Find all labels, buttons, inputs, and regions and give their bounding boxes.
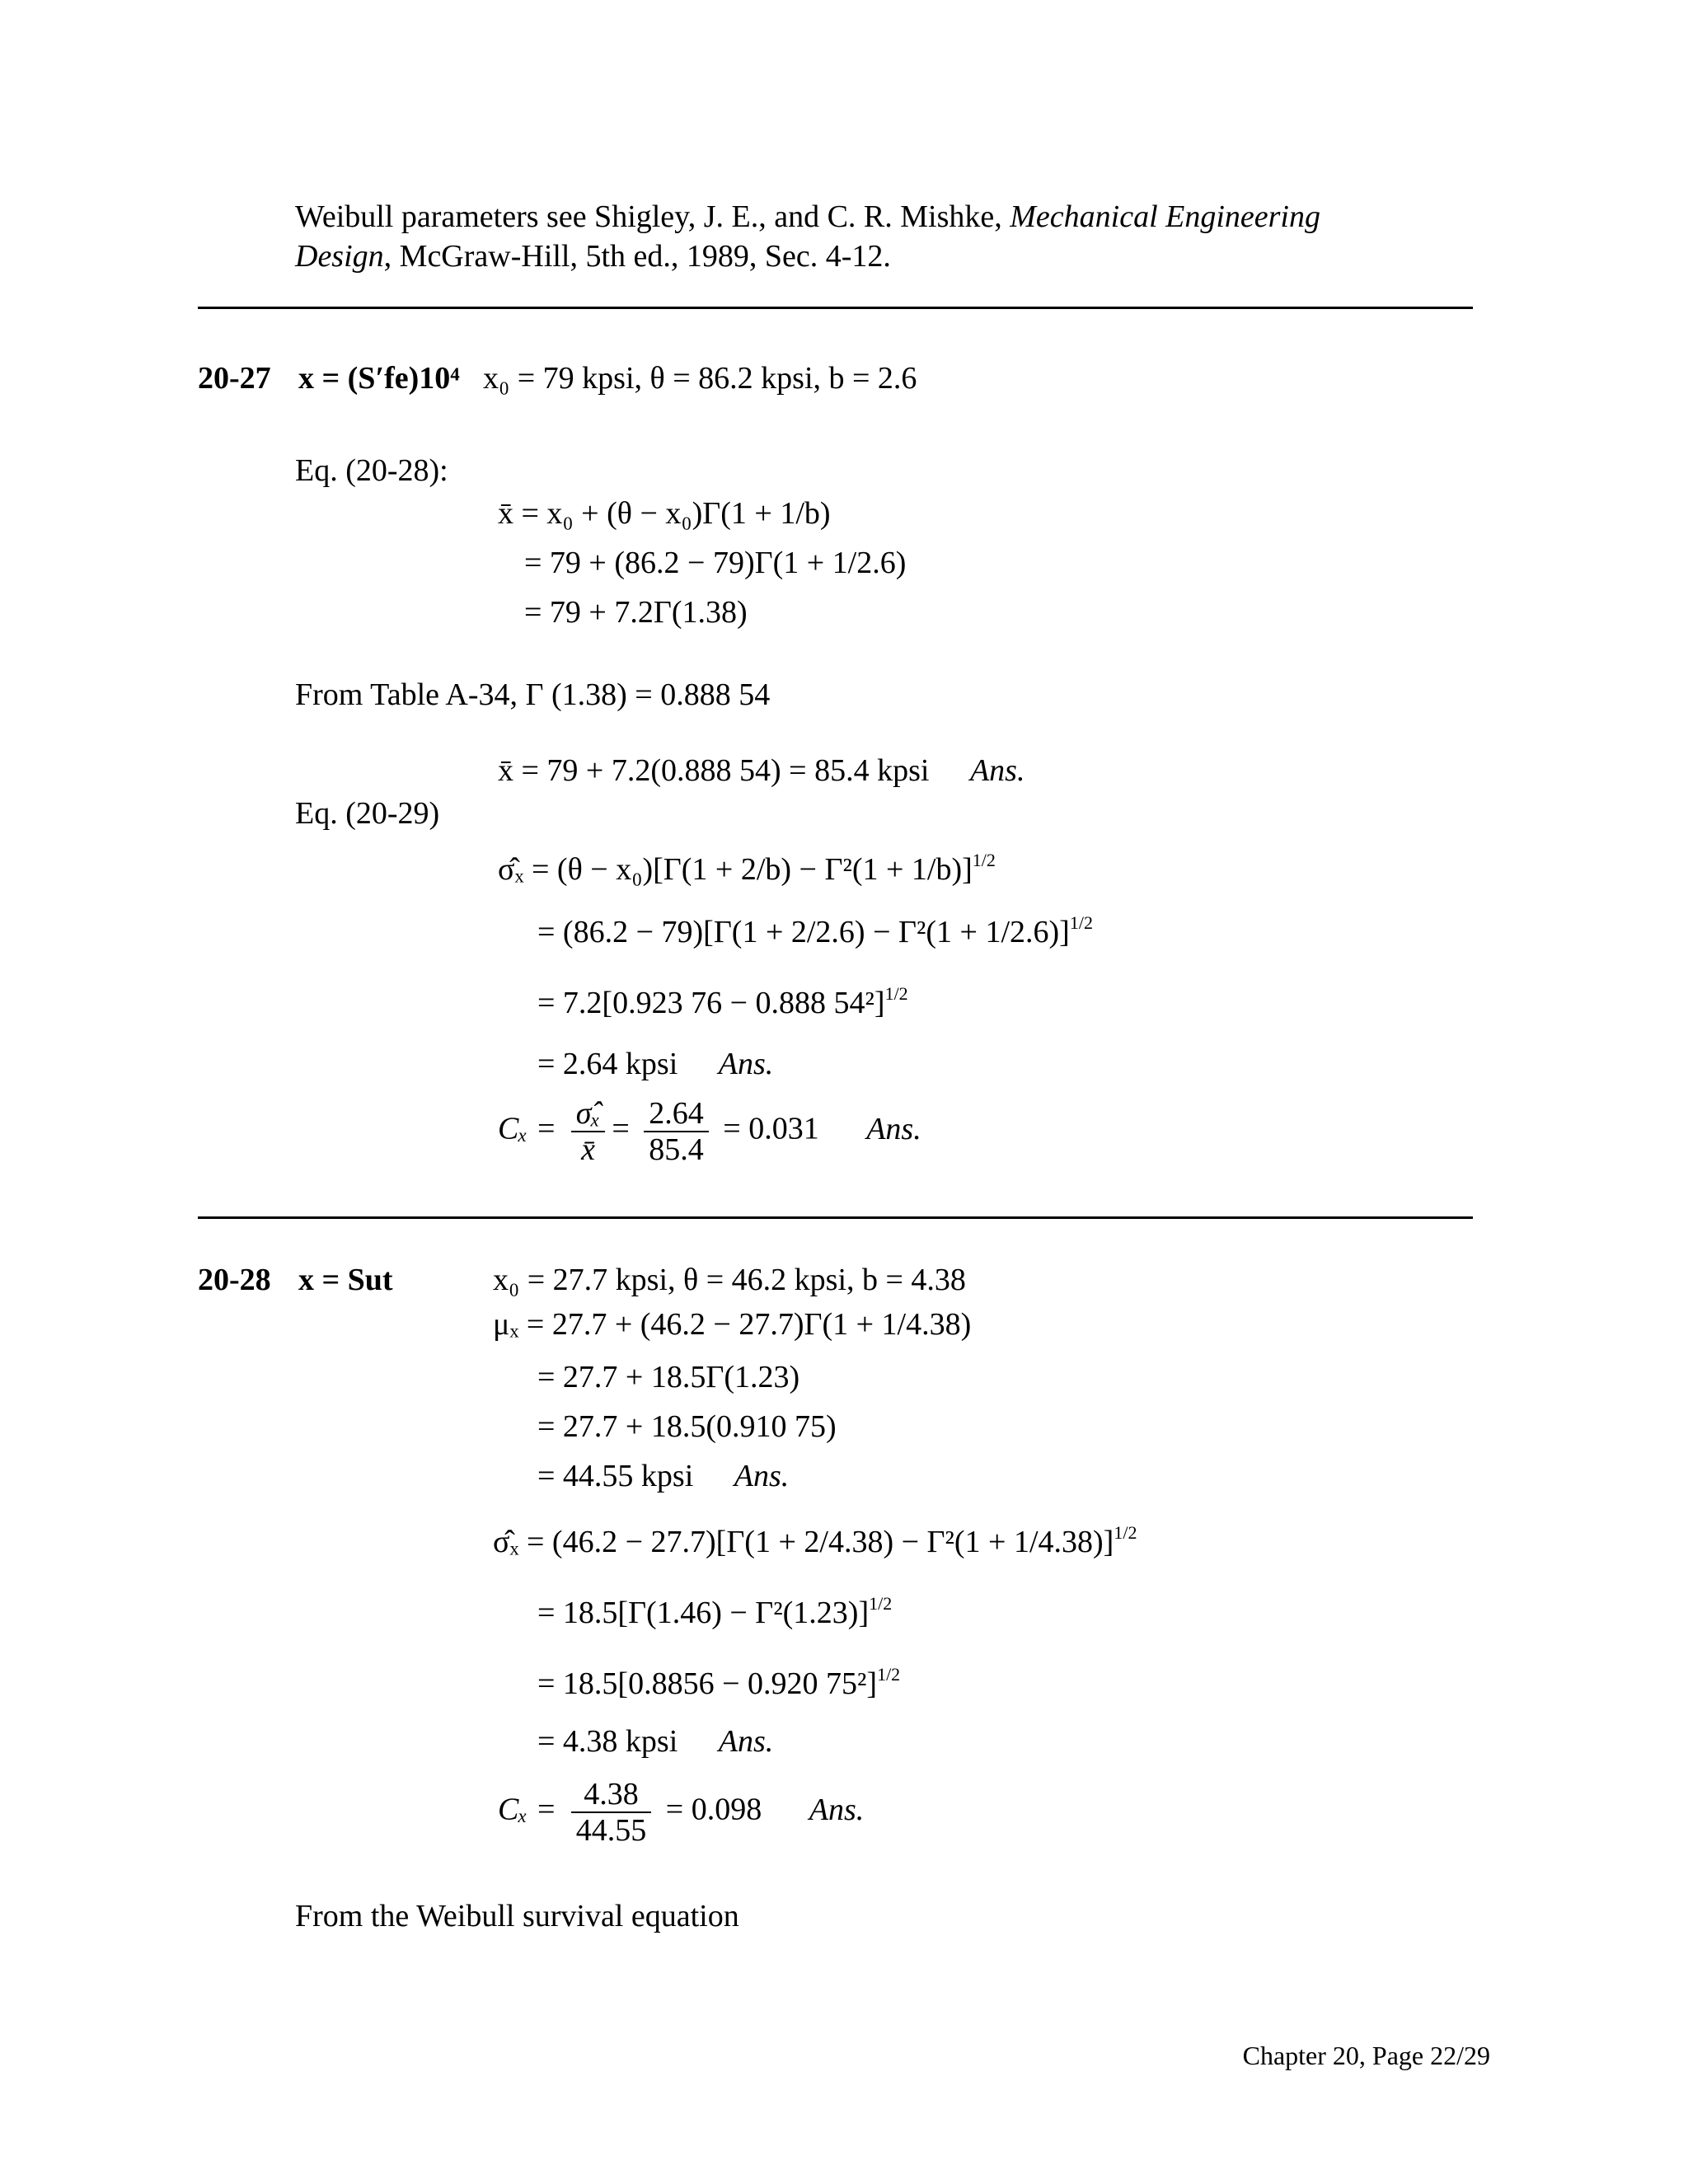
problem-variable: x = Sut (298, 1263, 393, 1297)
exponent: 1/2 (1114, 1522, 1137, 1543)
closing-text: From the Weibull survival equation (295, 1899, 739, 1933)
mean-eq-line-3: = 27.7 + 18.5(0.910 75) (537, 1409, 837, 1444)
sigma-eq-line-1 (493, 1522, 1137, 1559)
fraction-denominator: 44.55 (575, 1813, 647, 1848)
cv-result: = 0.098 (665, 1792, 762, 1827)
sigma-eq-line-2 (537, 1593, 893, 1630)
intro-publisher: , McGraw-Hill, 5th ed., 1989, Sec. 4-12. (383, 239, 891, 274)
cv-lhs: Cₓ = (498, 1792, 557, 1827)
book-title-part2: Design (295, 239, 384, 274)
intro-line-2 (295, 241, 891, 272)
ans-label: Ans. (718, 1724, 774, 1759)
fraction (571, 1777, 652, 1848)
problem-params: x₀ = 79 kpsi, θ = 86.2 kpsi, b = 2.6 (483, 361, 917, 396)
fraction (571, 1096, 606, 1167)
mean-eq-line-2: = 79 + (86.2 − 79)Γ(1 + 1/2.6) (524, 546, 907, 580)
fraction-denominator: x̄ (581, 1132, 595, 1167)
ans-label: Ans. (809, 1792, 865, 1827)
equation-label: Eq. (20-29) (295, 796, 440, 831)
ans-label: Ans. (734, 1459, 790, 1493)
sigma-formula: = 7.2[0.923 76 − 0.888 54²] (537, 986, 885, 1020)
page-footer: Chapter 20, Page 22/29 (1242, 2041, 1490, 2070)
mean-eq-line-1: μₓ = 27.7 + (46.2 − 27.7)Γ(1 + 1/4.38) (493, 1307, 972, 1342)
sigma-formula: = (86.2 − 79)[Γ(1 + 2/2.6) − Γ²(1 + 1/2.6)] (537, 915, 1070, 949)
mean-result (498, 755, 1025, 786)
problem-params: x₀ = 27.7 kpsi, θ = 46.2 kpsi, b = 4.38 (493, 1263, 966, 1297)
fraction-numerator: 2.64 (644, 1096, 709, 1132)
problem-number-20-27: 20-27 (198, 361, 271, 396)
intro-line-1 (295, 201, 1320, 232)
problem-number-20-28: 20-28 (198, 1263, 271, 1297)
mean-eq-line-1: x̄ = x₀ + (θ − x₀)Γ(1 + 1/b) (498, 496, 831, 531)
mean-result (537, 1460, 789, 1492)
cv-equation (498, 1777, 864, 1848)
fraction-denominator: 85.4 (649, 1132, 704, 1167)
exponent: 1/2 (877, 1664, 901, 1685)
sigma-formula: = 18.5[Γ(1.46) − Γ²(1.23)] (537, 1596, 870, 1630)
intro-text: Weibull parameters see Shigley, J. E., and C. R. Mishke, (295, 199, 1010, 234)
sigma-formula: = 18.5[0.8856 − 0.920 75²] (537, 1666, 878, 1701)
problem-variable: x = (S′fe)10⁴ (298, 361, 460, 396)
sigma-result (537, 1726, 773, 1757)
mean-result-value: x̄ = 79 + 7.2(0.888 54) = 85.4 kpsi (498, 753, 930, 788)
cv-equation: Cₓ = $\frac{\text{σ̂ₓ}}{x̄}$ = $\frac{2.64}{85.4}$ = 0.031 Ans. (498, 1096, 921, 1167)
exponent: 1/2 (1069, 912, 1093, 933)
fraction-numerator: σ̂ₓ (571, 1096, 606, 1132)
sigma-formula: σ̂ₓ = (θ − x₀)[Γ(1 + 2/b) − Γ²(1 + 1/b)] (498, 852, 973, 887)
mean-eq-line-3: = 79 + 7.2Γ(1.38) (524, 595, 748, 630)
sigma-eq-line-2 (537, 912, 1093, 949)
sigma-result-value: = 4.38 kpsi (537, 1724, 678, 1759)
sigma-eq-line-1 (498, 850, 996, 887)
fraction (644, 1096, 709, 1167)
equation-label: Eq. (20-28): (295, 453, 448, 488)
cv-result: = 0.031 (723, 1111, 819, 1146)
divider-top (198, 307, 1473, 309)
exponent: 1/2 (869, 1593, 893, 1614)
ans-label: Ans. (866, 1111, 921, 1146)
fraction-numerator: 4.38 (571, 1777, 652, 1813)
sigma-result (537, 1048, 773, 1080)
book-title-part1: Mechanical Engineering (1010, 199, 1320, 234)
sigma-formula: σ̂ₓ = (46.2 − 27.7)[Γ(1 + 2/4.38) − Γ²(1 + 1/4.38)] (493, 1525, 1114, 1559)
divider-middle (198, 1216, 1473, 1219)
mean-eq-line-2: = 27.7 + 18.5Γ(1.23) (537, 1360, 800, 1394)
exponent: 1/2 (972, 850, 996, 870)
ans-label: Ans. (718, 1047, 774, 1081)
sigma-eq-line-3 (537, 1664, 901, 1701)
ans-label: Ans. (969, 753, 1025, 788)
cv-lhs: Cₓ = (498, 1111, 557, 1146)
sigma-eq-line-3 (537, 983, 908, 1020)
sigma-result-value: = 2.64 kpsi (537, 1047, 678, 1081)
mean-result-value: = 44.55 kpsi (537, 1459, 694, 1493)
table-note: From Table A-34, Γ (1.38) = 0.888 54 (295, 677, 771, 712)
exponent: 1/2 (884, 983, 908, 1004)
